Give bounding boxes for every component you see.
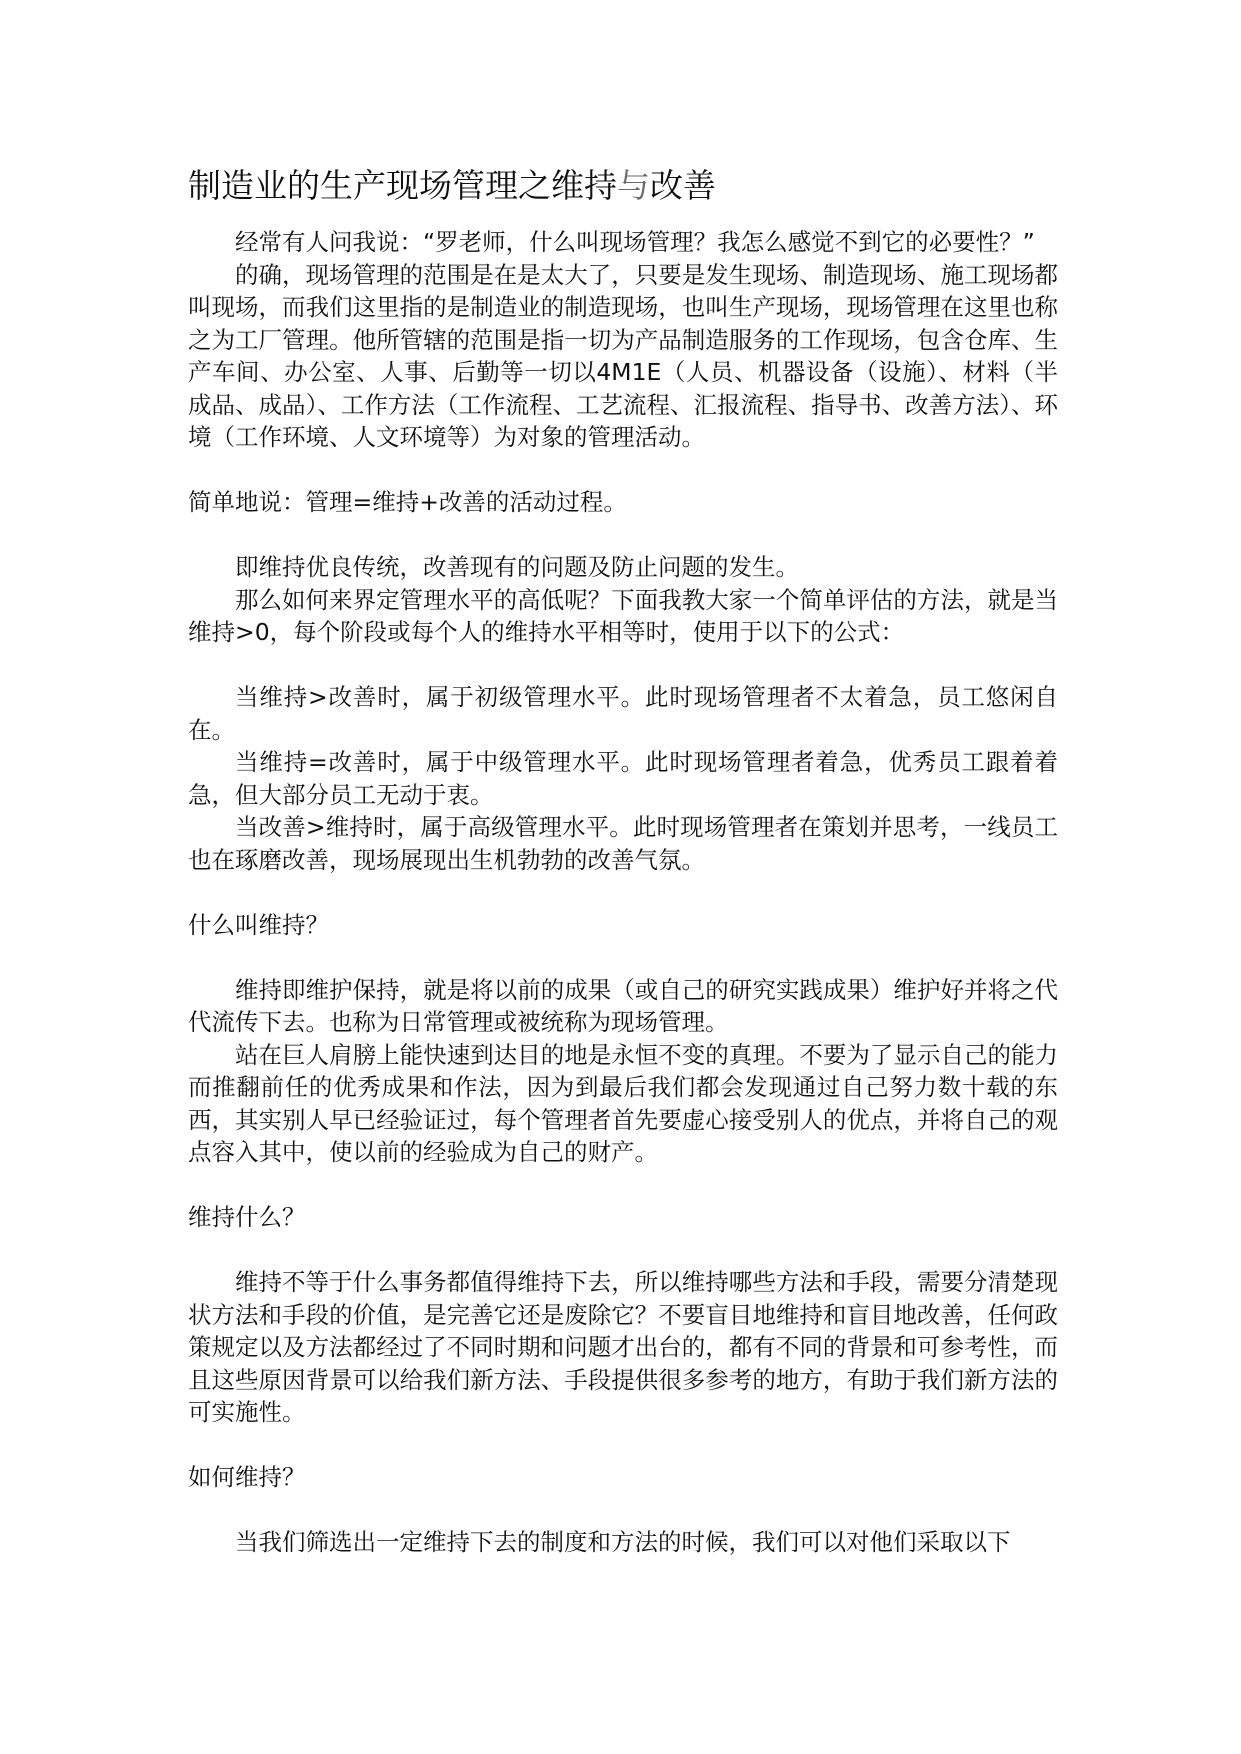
title-text-mid: 与 [617,166,650,205]
section-heading-how-to-maintain: 如何维持？ [188,1463,306,1491]
title-text-after: 改善 [650,166,716,205]
document-page [188,162,1058,1559]
paragraph-giant-shoulders: 站在巨人肩膀上能快速到达目的地是永恒不变的真理。不要为了显示自己的能力而推翻前任的优秀成果和作法，因为到最后我们都会发现通过自己努力数十载的东西，其实别人早已经验证过，每个管理者首先要虚心接受别人的优点，并将自己的观点容入其中，使以前的经验成为自己的财产。 [188,1040,1058,1166]
document-title [188,162,1058,210]
paragraph-what-to-maintain: 维持不等于什么事务都值得维持下去，所以维持哪些方法和手段，需要分清楚现状方法和手段的价值，是完善它还是废除它？不要盲目地维持和盲目地改善，任何政策规定以及方法都经过了不同时期和问题才出台的，都有不同的背景和可参考性，而且这些原因背景可以给我们新方法、手段提供很多参考的地方，有助于我们新方法的可实施性。 [188,1268,1058,1426]
paragraph-question: 经常有人问我说：“罗老师，什么叫现场管理？我怎么感觉不到它的必要性？” [235,228,1035,256]
paragraph-level-intermediate: 当维持=改善时，属于中级管理水平。此时现场管理者着急，优秀员工跟着着急，但大部分员工无动于衷。 [188,748,1058,809]
paragraph-scope: 的确，现场管理的范围是在是太大了，只要是发生现场、制造现场、施工现场都叫现场，而我们这里指的是制造业的制造现场，也叫生产现场，现场管理在这里也称之为工厂管理。他所管辖的范围是指一切为产品制造服务的工作现场，包含仓库、生产车间、办公室、人事、后勤等一切以4M1E（人员、机器设备（设施）、材料（半成品、成品）、工作方法（工作流程、工艺流程、汇报流程、指导书、改善方法）、环境（工作环境、人文环境等）为对象的管理活动。 [188,260,1058,451]
paragraph-level-primary: 当维持>改善时，属于初级管理水平。此时现场管理者不太着急，员工悠闲自在。 [188,683,1058,744]
paragraph-level-advanced: 当改善>维持时，属于高级管理水平。此时现场管理者在策划并思考，一线员工也在琢磨改善，现场展现出生机勃勃的改善气氛。 [188,813,1058,874]
paragraph-evaluation: 那么如何来界定管理水平的高低呢？下面我教大家一个简单评估的方法，就是当维持>0，每个阶段或每个人的维持水平相等时，使用于以下的公式： [188,585,1058,646]
paragraph-definition: 简单地说：管理=维持+改善的活动过程。 [188,488,627,516]
paragraph-meaning: 即维持优良传统，改善现有的问题及防止问题的发生。 [235,553,799,581]
paragraph-how-to-maintain: 当我们筛选出一定维持下去的制度和方法的时候，我们可以对他们采取以下 [235,1528,1011,1556]
title-text-before: 制造业的生产现场管理之维持 [188,166,617,205]
section-heading-what-is-maintain: 什么叫维持？ [188,910,329,939]
paragraph-maintain-definition: 维持即维护保持，就是将以前的成果（或自己的研究实践成果）维护好并将之代代流传下去。也称为日常管理或被统称为现场管理。 [188,975,1058,1036]
section-heading-what-to-maintain: 维持什么？ [188,1203,306,1231]
